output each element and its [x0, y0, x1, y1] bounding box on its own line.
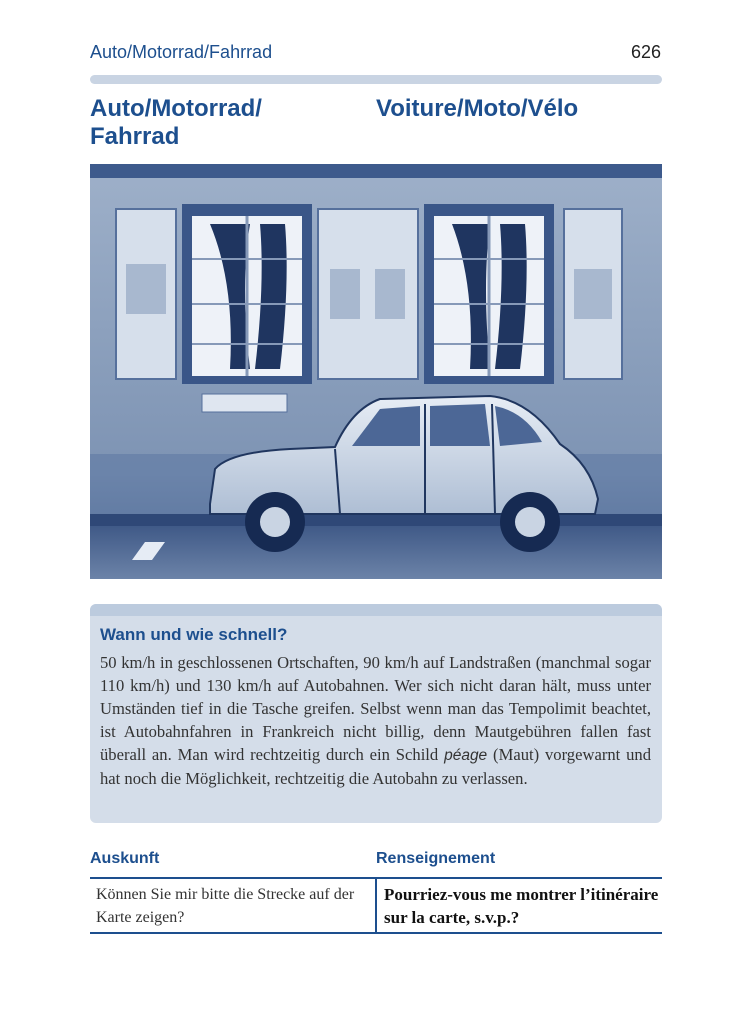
running-header-section: Auto/Motorrad/Fahrrad — [90, 42, 273, 62]
column-header-french: Renseignement — [376, 850, 496, 867]
chapter-title-german — [90, 95, 350, 151]
photo-illustration — [90, 164, 662, 579]
chapter-title-german-line2: Fahrrad — [90, 123, 180, 150]
page-number: 626 — [630, 42, 661, 62]
info-box-top-bar — [90, 604, 662, 616]
info-box-body — [100, 651, 651, 790]
phrase-french: Pourriez-vous me montrer l’itinéraire sur la carte, s.v.p.? — [384, 885, 659, 927]
table-column-divider — [375, 879, 377, 932]
phrase-german: Können Sie mir bitte die Strecke auf der Karte zeigen? — [96, 886, 355, 926]
header-rule — [90, 75, 662, 84]
info-box-title: Wann und wie schnell? — [100, 625, 288, 644]
table-bottom-rule — [90, 932, 662, 934]
chapter-title-german-line1: Auto/Motorrad/ — [90, 95, 262, 122]
column-header-german: Auskunft — [90, 850, 160, 867]
info-box-text-part2: (Maut) vorgewarnt und hat noch die Möglichkeit, rechtzeitig die Autobahn zu verlassen. — [100, 745, 651, 788]
chapter-title-french: Voiture/Moto/Vélo — [376, 95, 579, 122]
chapter-photo-citroen-2cv — [90, 164, 662, 579]
info-box-emphasis-peage: péage — [444, 747, 488, 764]
info-box — [90, 604, 662, 823]
info-box-text-part1: 50 km/h in geschlossenen Ortschaften, 90 km/h auf Landstraßen (manchmal sogar 110 km/h) und 130 km/h auf Autobahnen. Wer sich nicht daran hält, muss unter Umständen tief in die Tasche greifen. Selbst wenn man das Tempolimit beachtet, ist Autobahnfahren in Frankreich nicht billig, denn Mautgebühren fallen fast überall an. Man wird rechtzeitig durch ein Schild — [100, 653, 651, 764]
